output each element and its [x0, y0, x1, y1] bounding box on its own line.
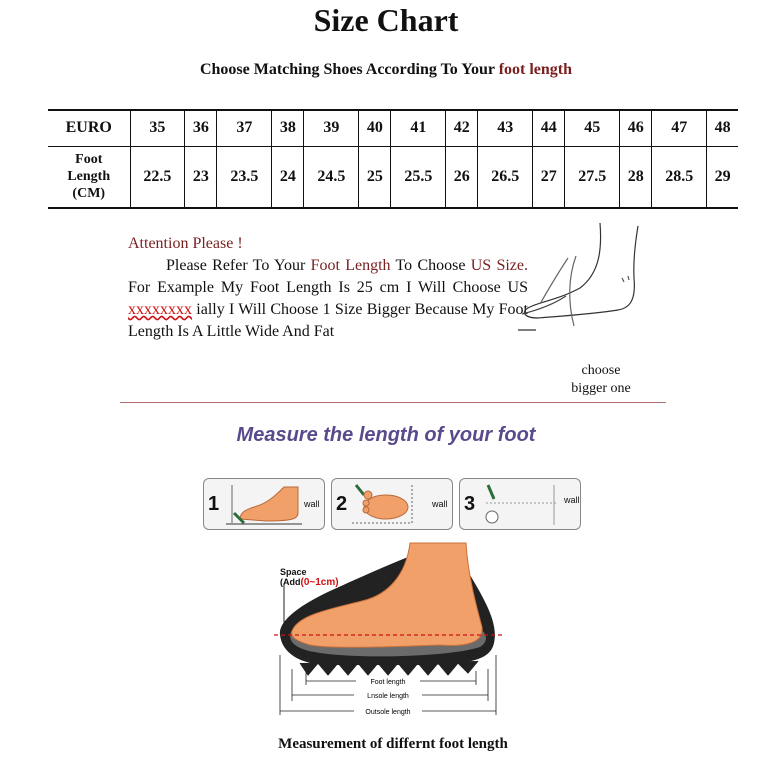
attention-highlight: Foot Length: [310, 257, 391, 274]
wall-label: wall: [564, 495, 580, 505]
foot-length-cell: 25.5: [391, 146, 446, 208]
diagram-caption: Measurement of differnt foot length: [278, 736, 508, 752]
attention-body: [128, 255, 528, 343]
foot-top-icon: [352, 483, 432, 527]
foot-length-cell: 28: [620, 146, 652, 208]
step-3-panel: [459, 478, 581, 530]
foot-length-row: [48, 146, 738, 208]
foot-length-cell: 27.5: [565, 146, 620, 208]
page-title: Size Chart: [313, 2, 459, 38]
attention-redacted: xxxxxxxx: [128, 301, 192, 318]
foot-length-cell: 24.5: [304, 146, 359, 208]
euro-size-cell: 36: [185, 110, 217, 146]
attention-heading: Attention Please !: [128, 235, 243, 252]
euro-size-cell: 41: [391, 110, 446, 146]
foot-length-cell: 26: [446, 146, 478, 208]
measure-mark-icon: [482, 483, 558, 527]
foot-length-cell: 24: [272, 146, 304, 208]
euro-row: [48, 110, 738, 146]
wall-label: wall: [432, 499, 448, 509]
euro-size-cell: 40: [359, 110, 391, 146]
subtitle: [0, 61, 772, 79]
foot-side-icon: [226, 483, 302, 527]
subtitle-prefix: Choose Matching Shoes According To Your: [199, 61, 499, 78]
size-table: [48, 109, 738, 209]
foot-length-header: [48, 146, 130, 208]
outsole-length-label: Outsole length: [365, 709, 411, 716]
measure-steps: [203, 478, 583, 530]
measure-heading: Measure the length of your foot: [236, 424, 536, 446]
attention-text: ially I Will Choose 1 Size Bigger Because My Foot Length Is A Little Wide And Fat: [128, 301, 528, 340]
choose-line: bigger one: [571, 381, 631, 396]
foot-length-cell: 23.5: [217, 146, 272, 208]
foot-length-cell: 29: [714, 167, 731, 185]
attention-highlight: US Size.: [470, 257, 529, 274]
wall-label: wall: [304, 499, 320, 509]
euro-size-cell: 39: [304, 110, 359, 146]
section-divider: [120, 402, 666, 403]
insole-length-label: Lnsole length: [367, 693, 409, 700]
step-number: 3: [464, 493, 476, 515]
euro-size-cell: 45: [565, 110, 620, 146]
attention-text: For Example My Foot Length Is 25 cm I Will Choose US: [128, 279, 528, 296]
shoe-measurement-diagram: [270, 535, 506, 725]
choose-line: choose: [581, 363, 621, 378]
foot-length-header-line: Foot: [75, 152, 103, 168]
euro-size-cell: 42: [446, 110, 478, 146]
step-number: 2: [336, 493, 348, 515]
foot-length-cell: 23: [185, 146, 217, 208]
foot-length-cell: 27: [533, 146, 565, 208]
euro-size-cell: 48: [707, 110, 738, 146]
euro-size-cell: 37: [217, 110, 272, 146]
euro-size-cell: 47: [652, 110, 707, 146]
attention-text: To Choose: [390, 257, 466, 274]
choose-bigger-note: [560, 362, 642, 398]
foot-sketch-illustration: [518, 218, 648, 343]
foot-length-cell: 26.5: [478, 146, 533, 208]
space-sub: (Add: [280, 577, 301, 587]
step-2-panel: [331, 478, 453, 530]
subtitle-highlight: foot length: [498, 61, 573, 78]
foot-length-cell: 22.5: [130, 146, 185, 208]
foot-length-cell: 25: [359, 146, 391, 208]
foot-length-header-line: (CM): [72, 186, 106, 202]
attention-text: Please Refer To Your: [166, 257, 311, 274]
step-1-panel: [203, 478, 325, 530]
step-number: 1: [208, 493, 220, 515]
euro-size-cell: 44: [533, 110, 565, 146]
attention-note: [128, 233, 528, 343]
euro-size-cell: 46: [620, 110, 652, 146]
space-title: Space: [280, 567, 307, 577]
foot-length-label: Foot length: [370, 679, 406, 686]
space-range: (0~1cm): [300, 577, 339, 588]
euro-header: EURO: [48, 110, 130, 146]
euro-size-cell: 38: [272, 110, 304, 146]
foot-length-header-line: Length: [67, 169, 111, 185]
euro-size-cell: 35: [130, 110, 185, 146]
euro-size-cell: 43: [478, 110, 533, 146]
foot-length-cell: 28.5: [652, 146, 707, 208]
